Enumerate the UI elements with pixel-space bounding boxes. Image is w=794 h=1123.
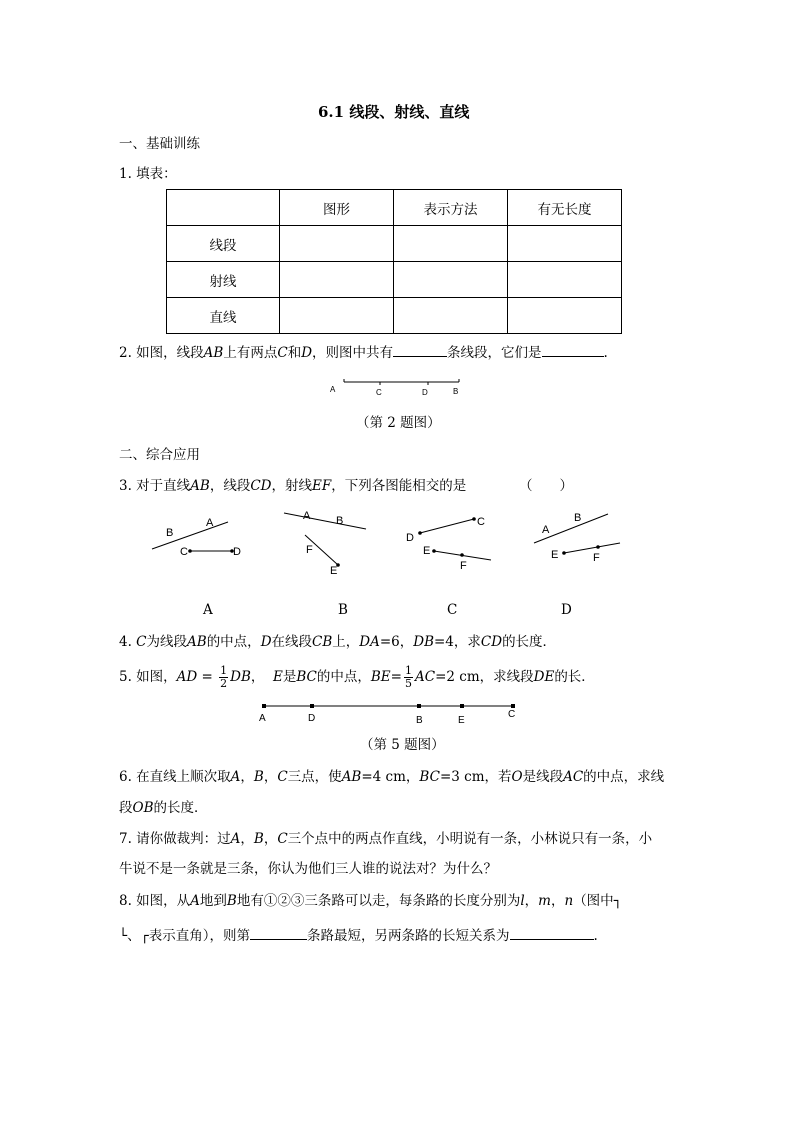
point: [432, 549, 436, 553]
table-cell: [280, 226, 394, 262]
fig-label: D: [406, 532, 414, 544]
question-6-line-2: 段OB的长度．: [119, 800, 208, 816]
right-angle-symbol: ┐: [613, 893, 622, 909]
label-b: B: [453, 387, 459, 396]
answer-parentheses[interactable]: （ ）: [519, 478, 573, 494]
fraction-one-fifth: $\frac{1}{5}$: [404, 664, 412, 690]
question-7-line-1: 7. 请你做裁判：过A，B，C三个点中的两点作直线，小明说有一条，小林说只有一条，小: [119, 831, 653, 847]
label-a: A: [330, 385, 336, 394]
fig-label: F: [306, 544, 313, 556]
label-e: E: [458, 715, 465, 726]
option-d-label[interactable]: D: [561, 602, 572, 618]
table-cell: [508, 262, 622, 298]
question-1-prompt: 1. 填表：: [119, 166, 177, 182]
fill-in-table: [166, 189, 622, 334]
fig-label: A: [542, 524, 550, 536]
table-header-cell: 图形: [280, 190, 394, 226]
ray-ef: [564, 543, 620, 553]
table-cell: [280, 262, 394, 298]
table-cell: [394, 226, 508, 262]
question-2-text: 2. 如图，线段AB上有两点C和D，则图中共有 条线段，它们是 .: [119, 342, 608, 362]
point: [472, 517, 476, 521]
question-4-text: 4. C为线段AB的中点，D在线段CB上，DA=6，DB=4，求CD的长度．: [119, 634, 557, 650]
point-b: [417, 704, 421, 708]
option-a-label[interactable]: A: [203, 602, 213, 618]
line-ab: [284, 513, 366, 529]
table-row-label: 线段: [167, 226, 280, 262]
option-b-label[interactable]: B: [338, 602, 348, 618]
table-cell: [280, 298, 394, 334]
question-6-line-1: 6. 在直线上顺次取A，B，C三点，使AB=4 cm，BC=3 cm，若O是线段AC的中点，求线: [119, 769, 665, 785]
table-header-cell: 表示方法: [394, 190, 508, 226]
table-header-cell: 有无长度: [508, 190, 622, 226]
q3-option-figures: [140, 505, 640, 585]
page-title: 6.1 线段、射线、直线: [318, 103, 470, 121]
line-ab: [152, 522, 228, 549]
table-cell: [394, 262, 508, 298]
label-d: D: [308, 713, 316, 724]
fig-label: C: [477, 516, 485, 528]
fig-label: F: [593, 552, 600, 564]
answer-blank[interactable]: [393, 342, 447, 357]
point-a: [262, 704, 266, 708]
fig-label: E: [330, 565, 338, 577]
table-header-cell: [167, 190, 280, 226]
table-row-label: 直线: [167, 298, 280, 334]
table-cell: [394, 298, 508, 334]
option-c-figure: [406, 516, 491, 572]
label-c: C: [508, 709, 516, 720]
point-c: [511, 704, 515, 708]
option-b-figure: [284, 510, 366, 577]
point: [460, 553, 464, 557]
label-a: A: [259, 713, 266, 724]
fig-label: D: [233, 546, 241, 558]
option-a-figure: [152, 517, 241, 558]
point: [418, 531, 422, 535]
option-c-label[interactable]: C: [447, 602, 458, 618]
fig-label: A: [206, 517, 214, 529]
question-8-line-1: 8. 如图，从A地到B地有①②③三条路可以走，每条路的长度分别为l，m，n（图中┐: [119, 893, 622, 909]
fig-label: C: [180, 546, 188, 558]
question-3-text: 3. 对于直线AB，线段CD，射线EF，下列各图能相交的是: [119, 478, 467, 494]
label-c: C: [376, 388, 382, 397]
figure-caption: （第 5 题图）: [360, 737, 445, 753]
q2-figure: [320, 372, 470, 400]
label-d: D: [422, 388, 428, 397]
fig-label: E: [423, 545, 431, 557]
section-heading-basic: 一、基础训练: [119, 136, 200, 152]
point: [596, 545, 600, 549]
question-8-line-2: └、┌表示直角），则第 条路最短，另两条路的长短关系为 .: [119, 925, 598, 945]
fig-label: B: [336, 515, 344, 527]
point: [188, 549, 192, 553]
answer-blank[interactable]: [542, 342, 604, 357]
table-cell: [508, 298, 622, 334]
fig-label: F: [460, 560, 467, 572]
right-angle-symbol: ┌: [140, 928, 149, 944]
right-angle-symbol: └: [119, 928, 128, 944]
question-7-line-2: 牛说不是一条就是三条，你认为他们三人谁的说法对？为什么？: [119, 861, 497, 877]
point-e: [460, 704, 464, 708]
fig-label: B: [574, 512, 582, 524]
question-5-text: 5. 如图，AD = $\frac{1}{2}$ DB， E是BC的中点，BE= $\frac{1}{5}$ AC=2 cm，求线段DE的长．: [119, 664, 595, 690]
point: [562, 551, 566, 555]
figure-caption: （第 2 题图）: [356, 415, 441, 431]
q5-figure: [255, 700, 525, 728]
answer-blank[interactable]: [250, 925, 307, 940]
fraction-one-half: $\frac{1}{2}$: [220, 664, 228, 690]
table-cell: [508, 226, 622, 262]
fig-label: E: [551, 549, 559, 561]
section-heading-applied: 二、综合应用: [119, 447, 200, 463]
option-d-figure: [534, 512, 620, 564]
fig-label: A: [303, 510, 311, 522]
label-b: B: [416, 715, 423, 726]
table-row-label: 射线: [167, 262, 280, 298]
segment-cd: [420, 519, 474, 533]
fig-label: B: [166, 527, 174, 539]
answer-blank[interactable]: [510, 925, 594, 940]
point-d: [310, 704, 314, 708]
